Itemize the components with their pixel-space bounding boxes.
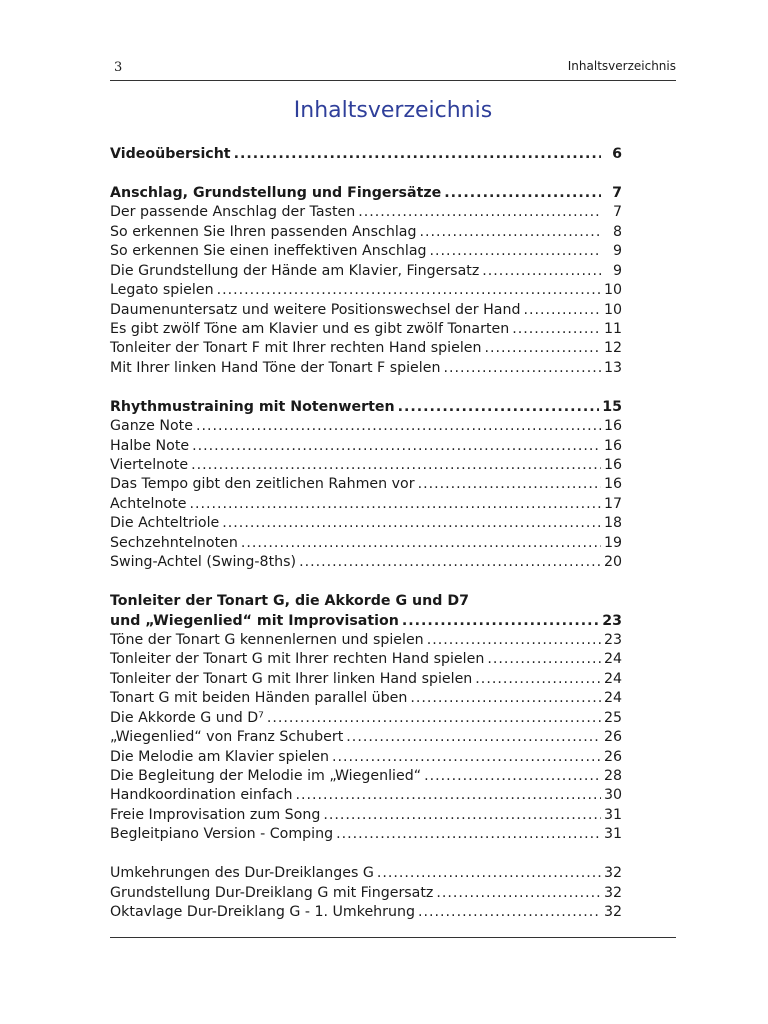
toc-dot-leader [424, 767, 601, 786]
toc-dot-leader [427, 631, 601, 650]
toc-dot-leader [217, 281, 601, 300]
toc-entry-label: Begleitpiano Version - Comping [110, 826, 334, 843]
footer-rule [110, 937, 676, 938]
section-gap [110, 845, 622, 864]
toc-entry-label: Oktavlage Dur-Dreiklang G - 1. Umkehrung [110, 904, 415, 921]
section-gap [110, 164, 622, 183]
toc-entry-label: Töne der Tonart G kennenlernen und spielen [110, 631, 424, 648]
toc-entry[interactable] [110, 806, 622, 825]
toc-entry-page: 10 [603, 301, 622, 318]
toc-dot-leader [192, 437, 601, 456]
toc-entry[interactable] [110, 553, 622, 572]
toc-entry[interactable] [110, 786, 622, 805]
toc-entry-page: 28 [603, 768, 622, 784]
toc-dot-leader [241, 534, 601, 553]
toc-entry-page: 20 [603, 554, 622, 571]
toc-dot-leader [299, 553, 601, 572]
toc-entry-label: Umkehrungen des Dur-Dreiklanges G [110, 865, 374, 882]
toc-dot-leader [336, 825, 601, 844]
toc-entry[interactable] [110, 339, 622, 358]
toc-entry-page: 16 [603, 437, 622, 454]
toc-dot-leader [418, 475, 601, 494]
toc-entry[interactable] [110, 903, 622, 922]
toc-chapter-entry[interactable] [110, 592, 622, 611]
toc-entry-page: 30 [603, 787, 622, 804]
toc-dot-leader [402, 612, 599, 631]
toc-entry-page: 9 [612, 243, 622, 260]
toc-entry-label: Daumenuntersatz und weitere Positionswechsel der Hand [110, 301, 521, 318]
toc-entry[interactable] [110, 670, 622, 689]
toc-entry-label: Sechzehntelnoten [110, 534, 238, 551]
toc-entry-page: 18 [603, 515, 622, 532]
toc-entry[interactable] [110, 495, 622, 514]
toc-dot-leader [358, 203, 601, 222]
toc-entry-page: 7 [612, 184, 622, 201]
toc-chapter-entry[interactable] [110, 398, 622, 417]
toc-entry-label: Der passende Anschlag der Tasten [110, 204, 356, 221]
toc-entry-label: Viertelnote [110, 457, 189, 473]
toc-dot-leader [323, 806, 601, 825]
toc-entry-page: 13 [603, 359, 622, 376]
toc-entry[interactable] [110, 884, 622, 903]
toc-entry[interactable] [110, 242, 622, 261]
toc-entry[interactable] [110, 359, 622, 378]
toc-entry-label: Videoübersicht [110, 146, 231, 162]
toc-entry[interactable] [110, 631, 622, 650]
toc-entry[interactable] [110, 864, 622, 883]
toc-entry[interactable] [110, 417, 622, 436]
document-title: Inhaltsverzeichnis [293, 98, 493, 123]
toc-entry-page: 7 [612, 204, 622, 221]
toc-entry-label: Es gibt zwölf Töne am Klavier und es gibt zwölf Tonarten [110, 320, 510, 337]
toc-entry-page: 23 [603, 631, 622, 648]
section-gap [110, 573, 622, 592]
toc-entry-label: „Wiegenlied“ von Franz Schubert [110, 729, 344, 746]
toc-dot-leader [189, 495, 600, 514]
toc-entry-page: 9 [612, 262, 622, 279]
toc-entry[interactable] [110, 262, 622, 281]
toc-dot-leader [267, 709, 601, 728]
toc-dot-leader [475, 670, 601, 689]
toc-entry[interactable] [110, 223, 622, 242]
toc-entry[interactable] [110, 514, 622, 533]
toc-entry[interactable] [110, 456, 622, 475]
toc-dot-leader [523, 301, 600, 320]
toc-entry-label: Die Grundstellung der Hände am Klavier, Fingersatz [110, 262, 480, 279]
toc-chapter-entry[interactable] [110, 145, 622, 164]
toc-dot-leader [410, 689, 601, 708]
toc-entry-page: 17 [603, 495, 622, 512]
toc-dot-leader [398, 398, 600, 417]
toc-entry-page: 24 [603, 651, 622, 668]
toc-entry-page: 16 [603, 418, 622, 435]
toc-dot-leader [234, 145, 601, 164]
toc-dot-leader [430, 242, 601, 261]
toc-entry-page: 24 [603, 690, 622, 707]
toc-dot-leader [295, 786, 600, 805]
toc-entry-label: Rhythmustraining mit Notenwerten [110, 398, 395, 415]
toc-entry-page: 12 [603, 340, 622, 357]
toc-entry[interactable] [110, 475, 622, 494]
toc-entry-page: 24 [603, 670, 622, 687]
toc-dot-leader [332, 748, 601, 767]
toc-entry-label: Ganze Note [110, 418, 193, 435]
toc-entry-label: Die Begleitung der Melodie im „Wiegenlied“ [110, 768, 422, 784]
toc-entry-label: Tonleiter der Tonart G mit Ihrer rechten Hand spielen [110, 651, 485, 668]
toc-dot-leader [482, 262, 601, 281]
toc-entry-page: 31 [603, 826, 622, 843]
toc-entry-page: 6 [612, 146, 622, 162]
toc-chapter-entry[interactable] [110, 184, 622, 203]
toc-entry-page: 16 [603, 457, 622, 473]
toc-entry-page: 26 [603, 729, 622, 746]
toc-entry[interactable] [110, 203, 622, 222]
toc-entry-label: Halbe Note [110, 437, 190, 454]
toc-dot-leader [222, 514, 601, 533]
toc-entry-label: Grundstellung Dur-Dreiklang G mit Fingersatz [110, 884, 434, 901]
toc-entry[interactable] [110, 534, 622, 553]
toc-entry[interactable] [110, 301, 622, 320]
toc-entry-label: Die Melodie am Klavier spielen [110, 748, 329, 765]
toc-entry[interactable] [110, 437, 622, 456]
toc-entry-label: und „Wiegenlied“ mit Improvisation [110, 612, 399, 629]
toc-entry[interactable] [110, 748, 622, 767]
toc-dot-leader [443, 359, 601, 378]
page-number: 3 [114, 60, 123, 75]
toc-entry-label: So erkennen Sie einen ineffektiven Anschlag [110, 243, 427, 260]
toc-entry-label: Mit Ihrer linken Hand Töne der Tonart F spielen [110, 359, 441, 376]
toc-entry-page: 10 [603, 282, 622, 299]
toc-dot-leader [196, 417, 601, 436]
toc-entry[interactable] [110, 825, 622, 844]
toc-dot-leader [420, 223, 602, 242]
toc-dot-leader [418, 903, 601, 922]
toc-entry-page: 31 [603, 806, 622, 823]
toc-entry-page: 26 [603, 748, 622, 765]
running-title: Inhaltsverzeichnis [567, 59, 676, 73]
toc-dot-leader [487, 650, 601, 669]
toc-entry-label: Anschlag, Grundstellung und Fingersätze [110, 184, 442, 201]
toc-entry-label: Tonleiter der Tonart G mit Ihrer linken Hand spielen [110, 670, 473, 687]
toc-entry[interactable] [110, 728, 622, 747]
toc-entry-page: 19 [603, 534, 622, 551]
toc-entry-page: 11 [603, 320, 622, 337]
toc-entry-page: 32 [603, 865, 622, 882]
toc-dot-leader [346, 728, 601, 747]
toc-chapter-entry[interactable] [110, 612, 622, 631]
toc-entry[interactable] [110, 709, 622, 728]
toc-entry-label: Die Achteltriole [110, 515, 220, 532]
toc-entry-page: 32 [603, 884, 622, 901]
toc-entry-label: Legato spielen [110, 282, 214, 299]
toc-entry[interactable] [110, 767, 622, 786]
toc-entry[interactable] [110, 281, 622, 300]
toc-entry[interactable] [110, 650, 622, 669]
toc-entry[interactable] [110, 689, 622, 708]
toc-entry-label: Tonleiter der Tonart F mit Ihrer rechten Hand spielen [110, 340, 482, 357]
section-gap [110, 378, 622, 397]
toc-entry-page: 8 [612, 223, 622, 240]
table-of-contents [110, 145, 622, 923]
toc-entry-label: Die Akkorde G und D⁷ [110, 709, 264, 726]
toc-entry-page: 15 [602, 398, 622, 415]
toc-entry[interactable] [110, 320, 622, 339]
toc-dot-leader [484, 339, 600, 358]
toc-entry-label: So erkennen Sie Ihren passenden Anschlag [110, 223, 417, 240]
toc-entry-page: 32 [603, 904, 622, 921]
toc-dot-leader [377, 864, 601, 883]
page-header [110, 58, 676, 81]
toc-entry-page: 16 [603, 476, 622, 493]
toc-entry-label: Tonleiter der Tonart G, die Akkorde G und D7 [110, 593, 469, 610]
toc-entry-label: Handkoordination einfach [110, 787, 293, 804]
toc-dot-leader [191, 456, 601, 475]
toc-entry-label: Achtelnote [110, 495, 187, 512]
toc-entry-page: 25 [603, 709, 622, 726]
toc-entry-label: Freie Improvisation zum Song [110, 806, 321, 823]
toc-dot-leader [512, 320, 601, 339]
toc-entry-label: Tonart G mit beiden Händen parallel üben [110, 690, 408, 707]
toc-dot-leader [436, 884, 601, 903]
toc-entry-label: Das Tempo gibt den zeitlichen Rahmen vor [110, 476, 415, 493]
toc-entry-label: Swing-Achtel (Swing-8ths) [110, 554, 297, 571]
toc-dot-leader [444, 184, 601, 203]
toc-entry-page: 23 [602, 612, 622, 629]
